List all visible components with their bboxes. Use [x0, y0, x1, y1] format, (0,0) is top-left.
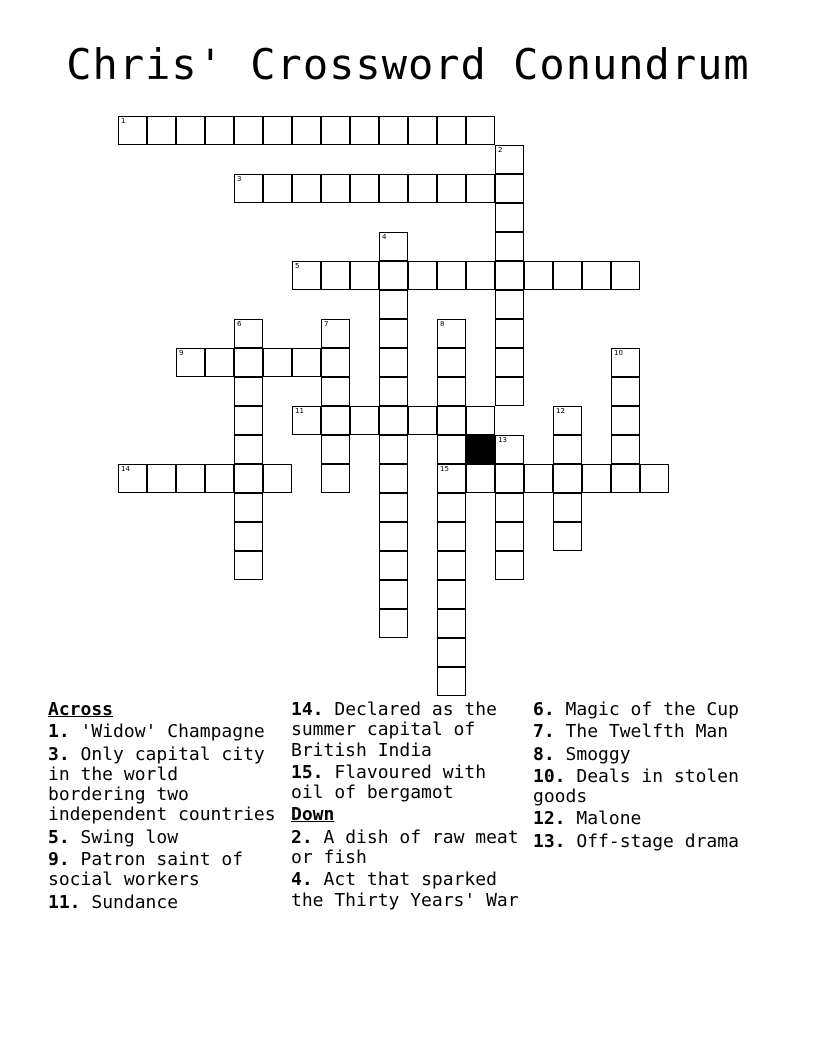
- grid-cell[interactable]: [321, 435, 350, 464]
- clue-text: Swing low: [80, 826, 179, 848]
- grid-cell[interactable]: [263, 116, 292, 145]
- grid-cell[interactable]: [640, 464, 669, 493]
- grid-cell[interactable]: [495, 145, 524, 174]
- clue-number: 4.: [291, 869, 313, 891]
- grid-cell[interactable]: [234, 116, 263, 145]
- grid-cell[interactable]: [466, 116, 495, 145]
- clue-text: Flavoured with oil of bergamot: [291, 761, 487, 804]
- clue-number: 9.: [48, 849, 70, 871]
- grid-cell[interactable]: [379, 261, 408, 290]
- grid-cell[interactable]: [524, 261, 553, 290]
- clue-down-7: [533, 722, 768, 742]
- grid-cell[interactable]: [234, 174, 263, 203]
- grid-cell[interactable]: [611, 377, 640, 406]
- clue-text: Only capital city in the world bordering two independent countries: [48, 743, 276, 826]
- grid-cell[interactable]: [466, 406, 495, 435]
- grid-cell[interactable]: [437, 464, 466, 493]
- grid-cell[interactable]: [466, 464, 495, 493]
- clue-text: Act that sparked the Thirty Years' War: [291, 869, 519, 911]
- grid-cell[interactable]: [437, 261, 466, 290]
- grid-cell[interactable]: [205, 464, 234, 493]
- clue-down-10: [533, 767, 768, 808]
- clue-across-11: [48, 893, 283, 913]
- clue-column-3: [533, 700, 768, 854]
- grid-cell[interactable]: [350, 261, 379, 290]
- clue-text: Sundance: [91, 891, 179, 913]
- grid-cell[interactable]: [379, 493, 408, 522]
- grid-cell[interactable]: [379, 116, 408, 145]
- grid-cell[interactable]: [379, 290, 408, 319]
- grid-cell[interactable]: [495, 319, 524, 348]
- grid-cell[interactable]: [234, 319, 263, 348]
- clue-number: 1.: [48, 721, 70, 743]
- clue-text: 'Widow' Champagne: [80, 721, 265, 743]
- clue-across-15: [291, 763, 526, 804]
- grid-cell[interactable]: [524, 464, 553, 493]
- grid-cell[interactable]: [553, 464, 582, 493]
- grid-cell[interactable]: [437, 609, 466, 638]
- grid-cell[interactable]: [321, 261, 350, 290]
- grid-cell[interactable]: [495, 290, 524, 319]
- clue-down-6: [533, 700, 768, 720]
- clue-number: 12.: [533, 808, 566, 830]
- clue-number-label: 2: [498, 146, 503, 154]
- clue-number-label: 5: [295, 262, 300, 270]
- grid-cell[interactable]: [466, 174, 495, 203]
- grid-cell[interactable]: [495, 522, 524, 551]
- grid-cell[interactable]: [234, 348, 263, 377]
- clue-number: 10.: [533, 765, 566, 787]
- grid-cell[interactable]: [321, 464, 350, 493]
- grid-cell[interactable]: [379, 580, 408, 609]
- grid-cell[interactable]: [234, 522, 263, 551]
- grid-cell[interactable]: [234, 406, 263, 435]
- grid-cell[interactable]: [437, 638, 466, 667]
- across-heading: Across: [48, 699, 114, 720]
- grid-cell[interactable]: [263, 174, 292, 203]
- grid-cell[interactable]: [437, 667, 466, 696]
- grid-cell[interactable]: [495, 464, 524, 493]
- grid-cell[interactable]: [495, 174, 524, 203]
- clue-down-13: [533, 832, 768, 852]
- grid-cell[interactable]: [437, 551, 466, 580]
- grid-cell[interactable]: [437, 435, 466, 464]
- grid-cell[interactable]: [495, 377, 524, 406]
- grid-cell[interactable]: [466, 261, 495, 290]
- grid-cell[interactable]: [292, 116, 321, 145]
- clue-number-label: 10: [614, 349, 623, 357]
- grid-cell[interactable]: [379, 319, 408, 348]
- grid-cell[interactable]: [437, 319, 466, 348]
- clue-number-label: 8: [440, 320, 445, 328]
- grid-cell[interactable]: [292, 348, 321, 377]
- grid-cell[interactable]: [379, 464, 408, 493]
- clue-text: A dish of raw meat or fish: [291, 826, 519, 869]
- clue-number-label: 3: [237, 175, 242, 183]
- clue-down-4: [291, 870, 526, 911]
- grid-cell[interactable]: [379, 435, 408, 464]
- grid-cell[interactable]: [350, 116, 379, 145]
- grid-cell[interactable]: [611, 435, 640, 464]
- grid-cell[interactable]: [437, 580, 466, 609]
- grid-cell[interactable]: [118, 464, 147, 493]
- clue-number-label: 12: [556, 407, 565, 415]
- clue-number: 13.: [533, 830, 566, 852]
- grid-cell[interactable]: [263, 348, 292, 377]
- grid-cell[interactable]: [437, 522, 466, 551]
- grid-cell[interactable]: [437, 116, 466, 145]
- grid-cell[interactable]: [234, 435, 263, 464]
- grid-cell[interactable]: [611, 348, 640, 377]
- grid-cell[interactable]: [495, 435, 524, 464]
- grid-cell[interactable]: [350, 174, 379, 203]
- down-heading: Down: [291, 804, 335, 826]
- grid-cell[interactable]: [495, 493, 524, 522]
- clue-number-label: 14: [121, 465, 130, 473]
- clue-number-label: 15: [440, 465, 449, 473]
- grid-cell[interactable]: [292, 406, 321, 435]
- grid-cell[interactable]: [553, 435, 582, 464]
- grid-cell[interactable]: [379, 348, 408, 377]
- clue-number: 14.: [291, 699, 324, 720]
- grid-cell[interactable]: [176, 116, 205, 145]
- grid-cell[interactable]: [379, 406, 408, 435]
- clue-number-label: 1: [121, 117, 126, 125]
- grid-cell[interactable]: [205, 116, 234, 145]
- grid-cell[interactable]: [437, 377, 466, 406]
- grid-cell[interactable]: [234, 551, 263, 580]
- grid-cell[interactable]: [379, 522, 408, 551]
- grid-cell[interactable]: [263, 464, 292, 493]
- clue-text: Smoggy: [565, 743, 631, 765]
- clue-down-2: [291, 828, 526, 869]
- grid-cell[interactable]: [321, 377, 350, 406]
- grid-cell[interactable]: [147, 464, 176, 493]
- grid-cell[interactable]: [234, 464, 263, 493]
- grid-cell[interactable]: [611, 261, 640, 290]
- grid-cell[interactable]: [495, 203, 524, 232]
- grid-cell[interactable]: [379, 174, 408, 203]
- clue-number: 15.: [291, 761, 324, 783]
- grid-cell[interactable]: [205, 348, 234, 377]
- clue-across-9: [48, 850, 283, 891]
- clue-number-label: 4: [382, 233, 387, 241]
- clue-number-label: 6: [237, 320, 242, 328]
- clue-text: Off-stage drama: [576, 830, 739, 852]
- clue-number: 2.: [291, 826, 313, 848]
- grid-cell[interactable]: [379, 232, 408, 261]
- clue-across-14: [291, 700, 526, 761]
- grid-cell[interactable]: [611, 464, 640, 493]
- grid-cell[interactable]: [292, 261, 321, 290]
- grid-cell[interactable]: [437, 348, 466, 377]
- clue-column-2: [291, 700, 526, 913]
- grid-cell[interactable]: [408, 116, 437, 145]
- grid-cell[interactable]: [321, 319, 350, 348]
- grid-cell[interactable]: [553, 261, 582, 290]
- clue-text: Patron saint of social workers: [48, 849, 244, 891]
- grid-cell[interactable]: [379, 609, 408, 638]
- clue-text: Malone: [576, 808, 642, 830]
- grid-cell[interactable]: [321, 406, 350, 435]
- clue-number-label: 7: [324, 320, 329, 328]
- grid-cell[interactable]: [437, 174, 466, 203]
- clue-number: 7.: [533, 721, 555, 743]
- clue-text: Deals in stolen goods: [533, 765, 739, 808]
- grid-cell[interactable]: [495, 348, 524, 377]
- clue-across-5: [48, 828, 283, 848]
- grid-cell[interactable]: [408, 261, 437, 290]
- grid-cell[interactable]: [582, 261, 611, 290]
- clue-number: 5.: [48, 826, 70, 848]
- grid-cell[interactable]: [437, 493, 466, 522]
- grid-cell[interactable]: [582, 464, 611, 493]
- grid-cell[interactable]: [408, 174, 437, 203]
- clue-column-1: [48, 700, 283, 915]
- grid-cell[interactable]: [379, 551, 408, 580]
- grid-cell[interactable]: [611, 406, 640, 435]
- puzzle-title: Chris' Crossword Conundrum: [66, 40, 750, 89]
- grid-cell[interactable]: [553, 406, 582, 435]
- clue-number-label: 13: [498, 436, 507, 444]
- clue-down-8: [533, 745, 768, 765]
- clue-number: 3.: [48, 743, 70, 765]
- grid-cell[interactable]: [147, 116, 176, 145]
- grid-cell[interactable]: [495, 232, 524, 261]
- black-square: [466, 435, 495, 464]
- clue-number: 6.: [533, 699, 555, 720]
- grid-cell[interactable]: [495, 261, 524, 290]
- grid-cell[interactable]: [234, 377, 263, 406]
- grid-cell[interactable]: [176, 464, 205, 493]
- grid-cell[interactable]: [350, 406, 379, 435]
- grid-cell[interactable]: [176, 348, 205, 377]
- clue-text: Magic of the Cup: [565, 699, 739, 720]
- clue-across-3: [48, 745, 283, 826]
- grid-cell[interactable]: [437, 406, 466, 435]
- grid-cell[interactable]: [292, 174, 321, 203]
- grid-cell[interactable]: [495, 551, 524, 580]
- grid-cell[interactable]: [321, 174, 350, 203]
- grid-cell[interactable]: [234, 493, 263, 522]
- grid-cell[interactable]: [321, 348, 350, 377]
- clue-across-1: [48, 722, 283, 742]
- clue-number-label: 11: [295, 407, 304, 415]
- clue-number-label: 9: [179, 349, 184, 357]
- grid-cell[interactable]: [553, 493, 582, 522]
- grid-cell[interactable]: [321, 116, 350, 145]
- grid-cell[interactable]: [379, 377, 408, 406]
- clue-text: Declared as the summer capital of British India: [291, 699, 497, 761]
- clue-number: 8.: [533, 743, 555, 765]
- clue-down-12: [533, 809, 768, 829]
- clue-number: 11.: [48, 891, 81, 913]
- grid-cell[interactable]: [408, 406, 437, 435]
- grid-cell[interactable]: [553, 522, 582, 551]
- clue-text: The Twelfth Man: [565, 721, 729, 743]
- grid-cell[interactable]: [118, 116, 147, 145]
